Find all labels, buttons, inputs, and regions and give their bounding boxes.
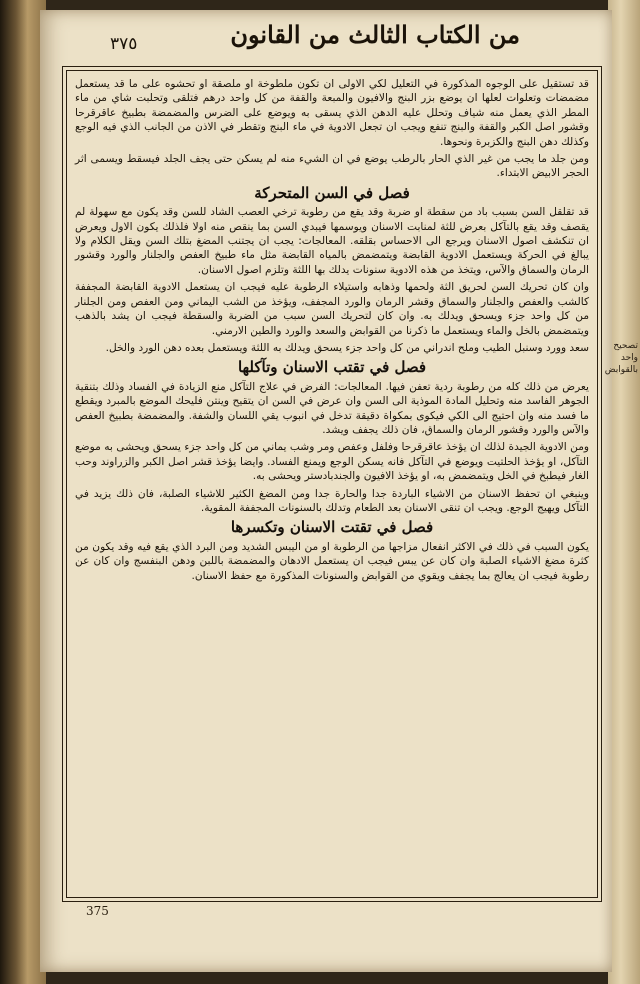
- catchword: 375: [86, 904, 109, 918]
- section-heading: فصل في تقتب الاسنان وتآكلها: [237, 358, 427, 377]
- section-heading: فصل في السن المتحركة: [254, 183, 410, 202]
- paragraph: يكون السبب في ذلك في الاكثر انفعال مزاجها من الرطوبة او من اليبس الشديد ومن البرد الذي يقع فيه وقد يكون من كثرة مضغ الاشياء الصلبة وان كان عن يبس فيجب ان يستعمل الادهان والمضمضة باللبن ودهن البنفسج وان كان عن رطوبة فيجب ان يعالج بما يجفف ويقوي من القوابض والسنونات المذكورة مع حفظ الاسنان.: [75, 540, 589, 582]
- paragraph: ومن جلد ما يجب من غير الذي الحار بالرطب يوضع في ان الشيء منه لم يسكن حتى يجف الجلد فيسقط ويسمى اثر الحجر الابيض الابتداء.: [75, 153, 589, 180]
- paragraph: قد تستقيل على الوجوه المذكورة في التعليل لكي الاولى ان تكون ملطوخة او ملصقة او تحشوه على ما قد يستعمل مضمضات وتعلوات لعلها ان يوضع بزر البنج والافيون والمبعة والقفة من كل واحد درهم فتلقى وتحلبت شاي من ماء المطر الذي يعمل منه شياف وتحلل عليه الدهن الذي يسقى به ويوضع على الضرس والمضمضة بطبيخ عاقرقرحا وقشور اصل الكبر والقفة والبنج تنفع ويجب ان تجعل الادوية في ماء البنج وتقطر في الاذن من الجانب الذي فيه الوجع وكذلك دهن البنج والكزبرة ونحوها.: [75, 78, 589, 148]
- paragraph: يعرض من ذلك كله من رطوبة ردية تعفن فيها. المعالجات: الفرض في علاج التآكل منع الزيادة في الفساد وذلك بتنقية الجوهر الفاسد منه وتحليل المادة الموذية الى السن وان عرض في السن ان يتقيح وينتن فليحك الموضع بالمبرد ويقطع ما فسد منه وان احتيج الى الكي فيكوى بمكواة دقيقة تدخل في انبوب يقي اللسان والشفة. والمضمضة بطبيخ العفص والآس والورد وقشور الرمان والسماق، فان ذلك يجفف ويشد.: [75, 380, 589, 436]
- text-body: [75, 77, 589, 891]
- facing-page-margin-text: تصحيح واحد بالقوابض: [604, 341, 638, 375]
- section-heading: فصل في تقتت الاسنان وتكسرها: [230, 518, 434, 537]
- paragraph: سعد وورد وسنبل الطيب وملح اندراني من كل واحد جزء يسحق ويدلك به اللثة ويستعمل بعده دهن الورد والخل.: [105, 341, 589, 354]
- page-number: ٣٧٥: [110, 34, 138, 54]
- paragraph: قد تقلقل السن بسبب باد من سقطة او ضربة وقد يقع من رطوبة ترخي العصب الشاد للسن وقد يكون مع سهولة لم يقصف وقد يقع بالتآكل بعرض للثة لمنابت الاسنان ويوسمها فيبدي السن بما ينقص منه اولا فلذلك يكون الاول ويعرض ان تنكشف اصول الاسنان ويرجع الى الاحساس بقلقه. المعالجات: يجب ان يجتنب المضغ بتلك السن ويقل الكلام ولا يبالغ في الحركة ويستعمل الادوية القابضة ويتمضمض بالمياه القابضة مثل ماء طبيخ العفص والجلنار والورد وقشور الرمان والسماق والآس، ويتخذ من هذه الادوية سنونات يدلك بها اللثة وتلزم اصول الاسنان.: [75, 206, 589, 276]
- paragraph: وينبغي ان تحفظ الاسنان من الاشياء الباردة جدا والحارة جدا ومن المضغ الكثير للاشياء الصلبة، فان ذلك يزيد في التآكل ويهيج الوجع. ويجب ان تنقى الاسنان بعد الطعام وتدلك بالسنونات المجففة المقوية.: [75, 487, 589, 514]
- paragraph: ومن الادوية الجيدة لذلك ان يؤخذ عاقرقرحا وفلفل وعفص ومر وشب يماني من كل واحد جزء يسحق ويحشى به موضع التآكل، او يؤخذ الحلتيت ويوضع في التآكل فانه يسكن الوجع ويمنع الفساد. وايضا يؤخذ قشر اصل الكبر والزراوند وحب الغار فيطبخ في الخل ويتمضمض به، او يؤخذ الافيون والجندبادستر ويحشى به.: [75, 441, 589, 483]
- page-header: [40, 14, 520, 62]
- paragraph: وان كان تحريك السن لحريق الثة ولحمها وذهابه واستيلاء الرطوبة عليه فيجب ان يستعمل الادوية القابضة المجففة كالشب والعفص والجلنار والسماق وقشر الرمان والورد المجفف، ويؤخذ من الشب اليماني ومن العفص ومن الجلنار من كل واحد جزء ويسحق ويدلك به. وان كان لتحريك السن سبب من الضربة والسقطة فيجب ان يشد بالذهب ويتمضمض بالخل والماء ويستعمل ما ذكرنا من القوابض والسعد والورد والطين الارمني.: [75, 281, 589, 337]
- text-frame: [66, 70, 598, 898]
- running-title: من الكتاب الثالث من القانون: [230, 20, 520, 49]
